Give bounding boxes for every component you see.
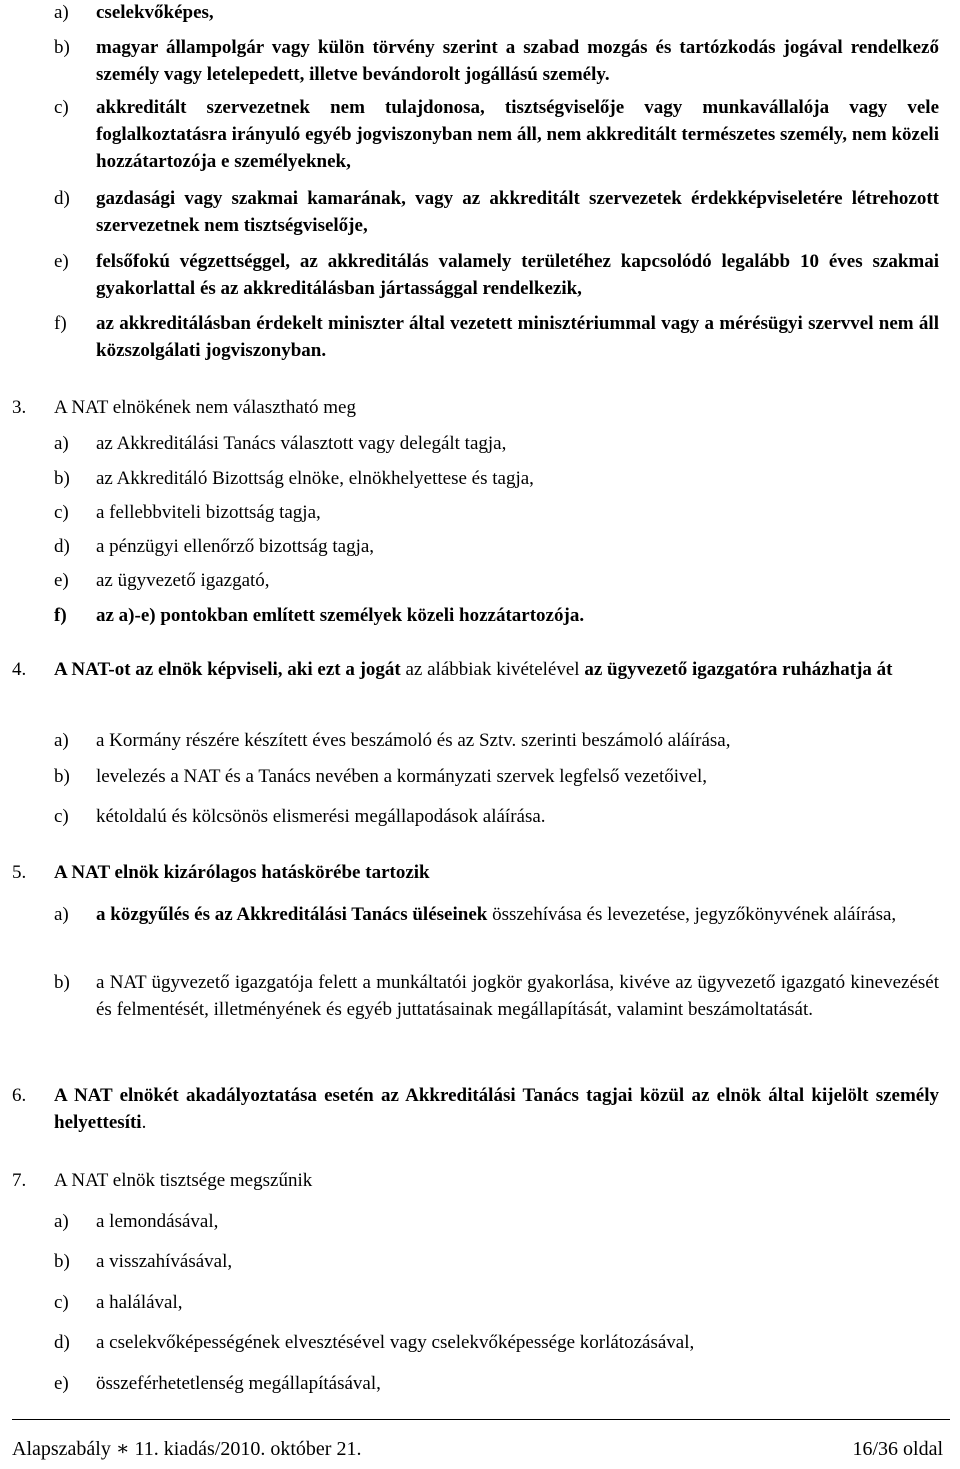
item-text: az a)-e) pontokban említett személyek közeli hozzátartozója. xyxy=(96,605,585,626)
section-title: A NAT elnökének nem választható meg xyxy=(54,397,356,418)
page-number: 16/36 oldal xyxy=(852,1438,943,1460)
item-text: cselekvőképes, xyxy=(96,2,214,23)
heading-normal-part: az alábbiak kivételével xyxy=(400,659,585,680)
item-label: b) xyxy=(54,972,70,993)
item-label: d) xyxy=(54,188,70,209)
item-text: felsőfokú végzettséggel, az akkreditálás valamely területéhez kapcsolódó legalább 10 éves szakmai gyakorlattal és az akkreditálásban jártassággal rendelkezik, xyxy=(96,251,939,299)
page-footer xyxy=(12,1436,943,1463)
section-number: 6. xyxy=(12,1085,27,1106)
item-label: d) xyxy=(54,1332,70,1353)
item-text: a fellebbviteli bizottság tagja, xyxy=(96,502,321,523)
item-label: f) xyxy=(54,605,67,626)
item-label: b) xyxy=(54,766,70,787)
item-label: f) xyxy=(54,313,67,334)
section-title: A NAT elnök tisztsége megszűnik xyxy=(54,1170,313,1191)
heading-bold-part: A NAT elnökét akadályoztatása esetén az Akkreditálási Tanács tagjai közül az elnök által kijelölt személy helyettesíti xyxy=(54,1085,939,1133)
item-text: gazdasági vagy szakmai kamarának, vagy az akkreditált szervezetek érdekképviseletére létrehozott szervezetnek nem tisztségviselője, xyxy=(96,188,939,236)
item-text: a lemondásával, xyxy=(96,1211,219,1232)
footer-document-name: Alapszabály xyxy=(12,1438,111,1460)
item-normal-part: összehívása és levezetése, jegyzőkönyvének aláírása, xyxy=(487,904,897,925)
item-text: összeférhetetlenség megállapításával, xyxy=(96,1373,381,1394)
item-label: b) xyxy=(54,468,70,489)
item-text: a NAT ügyvezető igazgatója felett a munkáltatói jogkör gyakorlása, kivéve az ügyvezető igazgató kinevezését és felmentését, illetményének és egyéb juttatásainak megállapítását, valamint beszámoltatását. xyxy=(96,972,939,1020)
section-title xyxy=(54,656,939,683)
item-bold-part: a közgyűlés és az Akkreditálási Tanács üléseinek xyxy=(96,904,488,925)
item-text: magyar állampolgár vagy külön törvény szerint a szabad mozgás és tartózkodás jogával rendelkező személy vagy letelepedett, illetve bevándorolt jogállású személy. xyxy=(96,37,939,85)
item-label: a) xyxy=(54,433,69,454)
item-text: a Kormány részére készített éves beszámoló és az Sztv. szerinti beszámoló aláírása, xyxy=(96,730,731,751)
item-label: d) xyxy=(54,536,70,557)
section-number: 7. xyxy=(12,1170,27,1191)
section-number: 4. xyxy=(12,659,27,680)
item-label: e) xyxy=(54,1373,69,1394)
section-number: 3. xyxy=(12,397,27,418)
heading-end: . xyxy=(141,1112,147,1133)
item-label: c) xyxy=(54,806,69,827)
item-text xyxy=(96,901,939,928)
item-text: a cselekvőképességének elvesztésével vagy cselekvőképessége korlátozásával, xyxy=(96,1332,695,1353)
heading-bold-part: A NAT-ot az elnök képviseli, aki ezt a jogát xyxy=(54,659,401,680)
item-text: kétoldalú és kölcsönös elismerési megállapodások aláírása. xyxy=(96,806,546,827)
footer-divider xyxy=(12,1419,950,1420)
item-text: az akkreditálásban érdekelt miniszter által vezetett minisztériummal vagy a mérésügyi szervvel nem áll közszolgálati jogviszonyban. xyxy=(96,313,939,361)
item-text: a visszahívásával, xyxy=(96,1251,233,1272)
asterisk-separator: ∗ xyxy=(115,1438,130,1460)
item-label: a) xyxy=(54,730,69,751)
item-label: b) xyxy=(54,1251,70,1272)
item-label: c) xyxy=(54,502,69,523)
item-text: akkreditált szervezetnek nem tulajdonosa, tisztségviselője vagy munkavállalója vagy vele foglalkoztatásra irányuló egyéb jogviszonyban nem áll, nem akkreditált természetes személy, nem közeli hozzátartozója e személyeknek, xyxy=(96,97,939,172)
section-title xyxy=(54,1082,939,1136)
item-text: az Akkreditáló Bizottság elnöke, elnökhelyettese és tagja, xyxy=(96,468,534,489)
item-text: az Akkreditálási Tanács választott vagy delegált tagja, xyxy=(96,433,507,454)
item-label: b) xyxy=(54,37,70,58)
section-title: A NAT elnök kizárólagos hatáskörébe tartozik xyxy=(54,862,430,883)
item-label: e) xyxy=(54,570,69,591)
item-text: levelezés a NAT és a Tanács nevében a kormányzati szervek legfelső vezetőivel, xyxy=(96,766,707,787)
item-label: c) xyxy=(54,1292,69,1313)
item-label: a) xyxy=(54,904,69,925)
footer-edition: 11. kiadás/2010. október 21. xyxy=(134,1438,362,1460)
heading-bold-part: az ügyvezető igazgatóra ruházhatja át xyxy=(584,659,893,680)
item-text: az ügyvezető igazgató, xyxy=(96,570,270,591)
item-text: a pénzügyi ellenőrző bizottság tagja, xyxy=(96,536,375,557)
item-label: a) xyxy=(54,1211,69,1232)
item-text: a halálával, xyxy=(96,1292,183,1313)
item-label: c) xyxy=(54,97,69,118)
item-label: e) xyxy=(54,251,69,272)
item-label: a) xyxy=(54,2,69,23)
section-number: 5. xyxy=(12,862,27,883)
